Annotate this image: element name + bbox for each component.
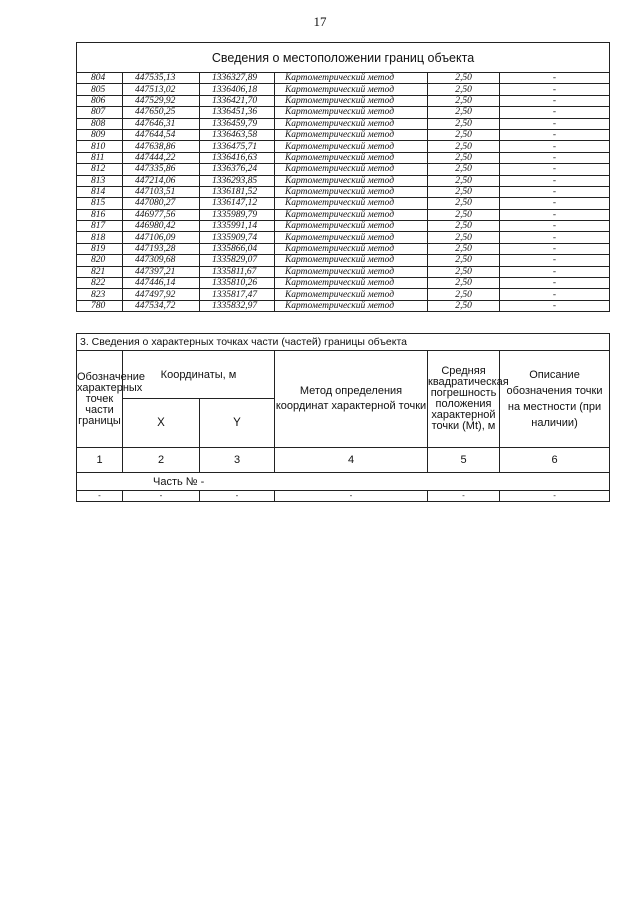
- cell-point-number: 815: [77, 198, 123, 209]
- table-row: [77, 209, 610, 220]
- table-row: [77, 164, 610, 175]
- empty-cell: -: [500, 491, 610, 502]
- col-number: 3: [200, 448, 275, 473]
- cell-coord-x: 447309,68: [123, 255, 200, 266]
- cell-method: Картометрический метод: [275, 243, 428, 254]
- cell-description: -: [500, 73, 610, 84]
- cell-coord-x: 447106,09: [123, 232, 200, 243]
- cell-coord-y: 1335991,14: [200, 221, 275, 232]
- col-number: 6: [500, 448, 610, 473]
- cell-coord-y: 1336451,36: [200, 107, 275, 118]
- header-method: Метод определения координат характерной точки: [275, 351, 428, 448]
- cell-description: -: [500, 300, 610, 311]
- cell-description: -: [500, 152, 610, 163]
- table-row: [77, 255, 610, 266]
- cell-point-number: 817: [77, 221, 123, 232]
- cell-coord-x: 447535,13: [123, 73, 200, 84]
- table-title: Сведения о местоположении границ объекта: [77, 43, 610, 73]
- table-row: [77, 198, 610, 209]
- cell-point-number: 780: [77, 300, 123, 311]
- cell-coord-y: 1335866,04: [200, 243, 275, 254]
- table-row: [77, 221, 610, 232]
- cell-point-number: 820: [77, 255, 123, 266]
- cell-point-number: 819: [77, 243, 123, 254]
- cell-method: Картометрический метод: [275, 95, 428, 106]
- table-row: [77, 73, 610, 84]
- cell-method: Картометрический метод: [275, 266, 428, 277]
- cell-method: Картометрический метод: [275, 278, 428, 289]
- cell-method: Картометрический метод: [275, 232, 428, 243]
- cell-method: Картометрический метод: [275, 129, 428, 140]
- table-row: [77, 141, 610, 152]
- cell-coord-y: 1336416,63: [200, 152, 275, 163]
- cell-description: -: [500, 95, 610, 106]
- cell-coord-x: 447534,72: [123, 300, 200, 311]
- cell-coord-y: 1336406,18: [200, 84, 275, 95]
- cell-method: Картометрический метод: [275, 255, 428, 266]
- table-row: [77, 243, 610, 254]
- cell-coord-y: 1336421,70: [200, 95, 275, 106]
- cell-method: Картометрический метод: [275, 221, 428, 232]
- cell-error: 2,50: [428, 141, 500, 152]
- header-x: X: [123, 399, 200, 448]
- table-row: [77, 232, 610, 243]
- cell-description: -: [500, 198, 610, 209]
- cell-description: -: [500, 129, 610, 140]
- cell-method: Картометрический метод: [275, 107, 428, 118]
- cell-coord-y: 1336181,52: [200, 186, 275, 197]
- cell-coord-x: 447650,25: [123, 107, 200, 118]
- cell-method: Картометрический метод: [275, 118, 428, 129]
- cell-point-number: 822: [77, 278, 123, 289]
- part-label: Часть № -: [77, 473, 610, 491]
- cell-error: 2,50: [428, 255, 500, 266]
- table-row: [77, 129, 610, 140]
- cell-point-number: 807: [77, 107, 123, 118]
- cell-point-number: 813: [77, 175, 123, 186]
- header-point-label: Обозначение характерных точек части границы: [77, 351, 123, 448]
- table-row: [77, 107, 610, 118]
- cell-error: 2,50: [428, 164, 500, 175]
- cell-error: 2,50: [428, 95, 500, 106]
- cell-coord-x: 447080,27: [123, 198, 200, 209]
- cell-coord-y: 1336459,79: [200, 118, 275, 129]
- cell-method: Картометрический метод: [275, 73, 428, 84]
- cell-error: 2,50: [428, 107, 500, 118]
- cell-point-number: 806: [77, 95, 123, 106]
- cell-error: 2,50: [428, 198, 500, 209]
- col-number: 2: [123, 448, 200, 473]
- header-coordinates: Координаты, м: [123, 351, 275, 399]
- cell-point-number: 804: [77, 73, 123, 84]
- header-description: Описание обозначения точки на местности (при наличии): [500, 351, 610, 448]
- cell-coord-x: 447446,14: [123, 278, 200, 289]
- cell-point-number: 808: [77, 118, 123, 129]
- cell-method: Картометрический метод: [275, 300, 428, 311]
- cell-method: Картометрический метод: [275, 84, 428, 95]
- cell-method: Картометрический метод: [275, 186, 428, 197]
- cell-error: 2,50: [428, 129, 500, 140]
- cell-method: Картометрический метод: [275, 175, 428, 186]
- cell-description: -: [500, 141, 610, 152]
- cell-point-number: 811: [77, 152, 123, 163]
- cell-point-number: 816: [77, 209, 123, 220]
- cell-method: Картометрический метод: [275, 141, 428, 152]
- cell-point-number: 812: [77, 164, 123, 175]
- cell-coord-y: 1336293,85: [200, 175, 275, 186]
- cell-error: 2,50: [428, 186, 500, 197]
- cell-coord-x: 446980,42: [123, 221, 200, 232]
- cell-error: 2,50: [428, 209, 500, 220]
- cell-error: 2,50: [428, 73, 500, 84]
- cell-coord-x: 447644,54: [123, 129, 200, 140]
- cell-coord-y: 1336376,24: [200, 164, 275, 175]
- cell-coord-x: 447529,92: [123, 95, 200, 106]
- cell-description: -: [500, 209, 610, 220]
- cell-coord-x: 447214,06: [123, 175, 200, 186]
- cell-coord-y: 1335810,26: [200, 278, 275, 289]
- cell-coord-x: 447335,86: [123, 164, 200, 175]
- cell-description: -: [500, 266, 610, 277]
- cell-description: -: [500, 84, 610, 95]
- empty-cell: -: [77, 491, 123, 502]
- cell-coord-x: 447646,31: [123, 118, 200, 129]
- table-row: [77, 95, 610, 106]
- table-row: [77, 152, 610, 163]
- cell-method: Картометрический метод: [275, 198, 428, 209]
- cell-description: -: [500, 232, 610, 243]
- section-title: 3. Сведения о характерных точках части (частей) границы объекта: [77, 334, 610, 351]
- cell-point-number: 821: [77, 266, 123, 277]
- cell-description: -: [500, 289, 610, 300]
- cell-description: -: [500, 243, 610, 254]
- cell-error: 2,50: [428, 118, 500, 129]
- cell-description: -: [500, 278, 610, 289]
- cell-coord-y: 1335817,47: [200, 289, 275, 300]
- cell-method: Картометрический метод: [275, 289, 428, 300]
- cell-error: 2,50: [428, 289, 500, 300]
- cell-coord-y: 1335832,97: [200, 300, 275, 311]
- cell-coord-y: 1336463,58: [200, 129, 275, 140]
- cell-coord-y: 1336475,71: [200, 141, 275, 152]
- cell-error: 2,50: [428, 266, 500, 277]
- cell-error: 2,50: [428, 175, 500, 186]
- cell-coord-x: 447193,28: [123, 243, 200, 254]
- cell-coord-x: 447444,22: [123, 152, 200, 163]
- cell-coord-x: 447638,86: [123, 141, 200, 152]
- cell-point-number: 805: [77, 84, 123, 95]
- cell-error: 2,50: [428, 152, 500, 163]
- empty-cell: -: [275, 491, 428, 502]
- cell-point-number: 818: [77, 232, 123, 243]
- cell-point-number: 823: [77, 289, 123, 300]
- cell-description: -: [500, 164, 610, 175]
- col-number: 4: [275, 448, 428, 473]
- page-number: 17: [313, 14, 327, 29]
- cell-method: Картометрический метод: [275, 164, 428, 175]
- cell-error: 2,50: [428, 84, 500, 95]
- cell-description: -: [500, 221, 610, 232]
- cell-point-number: 810: [77, 141, 123, 152]
- cell-method: Картометрический метод: [275, 209, 428, 220]
- cell-description: -: [500, 255, 610, 266]
- table-row: [77, 175, 610, 186]
- cell-error: 2,50: [428, 232, 500, 243]
- col-number: 1: [77, 448, 123, 473]
- table-row: [77, 266, 610, 277]
- table-row: [77, 289, 610, 300]
- cell-description: -: [500, 186, 610, 197]
- cell-error: 2,50: [428, 221, 500, 232]
- col-number: 5: [428, 448, 500, 473]
- table-row: [77, 278, 610, 289]
- header-error: Средняя квадратическая погрешность положения характерной точки (Mt), м: [428, 351, 500, 448]
- cell-coord-y: 1335989,79: [200, 209, 275, 220]
- cell-description: -: [500, 107, 610, 118]
- table-row: [77, 84, 610, 95]
- cell-coord-y: 1335909,74: [200, 232, 275, 243]
- table-row: [77, 186, 610, 197]
- cell-description: -: [500, 118, 610, 129]
- cell-method: Картометрический метод: [275, 152, 428, 163]
- cell-point-number: 809: [77, 129, 123, 140]
- cell-coord-x: 447397,21: [123, 266, 200, 277]
- cell-coord-x: 447497,92: [123, 289, 200, 300]
- boundary-location-table: [76, 42, 610, 312]
- table-row: [77, 118, 610, 129]
- cell-description: -: [500, 175, 610, 186]
- cell-coord-y: 1336147,12: [200, 198, 275, 209]
- cell-error: 2,50: [428, 300, 500, 311]
- empty-cell: -: [123, 491, 200, 502]
- empty-cell: -: [200, 491, 275, 502]
- cell-error: 2,50: [428, 243, 500, 254]
- cell-error: 2,50: [428, 278, 500, 289]
- cell-coord-y: 1335811,67: [200, 266, 275, 277]
- cell-coord-x: 447103,51: [123, 186, 200, 197]
- cell-coord-y: 1335829,07: [200, 255, 275, 266]
- header-y: Y: [200, 399, 275, 448]
- cell-coord-x: 447513,02: [123, 84, 200, 95]
- cell-coord-y: 1336327,89: [200, 73, 275, 84]
- part-points-table: [76, 333, 610, 502]
- cell-point-number: 814: [77, 186, 123, 197]
- table-row: [77, 300, 610, 311]
- cell-coord-x: 446977,56: [123, 209, 200, 220]
- empty-cell: -: [428, 491, 500, 502]
